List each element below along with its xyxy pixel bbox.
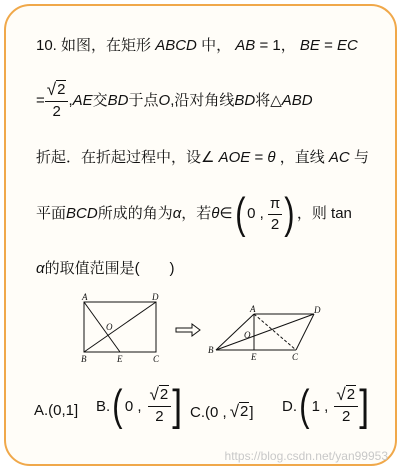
watermark: https://blog.csdn.net/yan99953 [224,449,388,463]
diagonal-bd [84,302,156,352]
option-d[interactable]: D. ( 1 , √ 2 2 ] [282,381,370,430]
segment-ae [84,302,120,352]
label-b: B [81,354,87,364]
label-o: O [106,322,113,332]
fraction-root2-over-2: √ 2 2 [45,80,69,122]
problem-line-1: 10. 如图，在矩形 ABCD 中， AB = 1， BE = EC [36,37,358,54]
option-c[interactable]: C.(0 , √ 2 ] [190,402,254,421]
label-c: C [292,352,299,362]
label-o: O [244,330,251,340]
label-a: A [250,304,256,314]
label-e: E [251,352,257,362]
label-b: B [208,345,214,355]
geometry-figure [76,292,336,364]
problem-line-5: α的取值范围是( ) [36,260,175,277]
label-d: D [152,292,159,302]
problem-line-4: 平面 BCD 所成的角为 α ，若 θ ∈ ( 0 , $\frac{\pi}{2}$ ) ，则 tan [36,189,352,238]
label-d: D [314,305,321,315]
option-b[interactable]: B. ( 0 , √ 2 2 ] [96,381,183,430]
fraction-pi-over-2: $\frac{\pi}{2}$ [269,194,281,233]
label-a: A [82,292,88,302]
left-paren: ( [234,189,245,238]
figure-left [81,292,160,364]
problem-line-3: 折起．在折起过程中，设∠ AOE = θ ，直线 AC 与 [36,149,369,166]
problem-line-2: = √ 2 2 , AE 交 BD 于点 O ,沿对角线 BD 将△ ABD [36,80,313,120]
arrow-icon [176,324,200,336]
option-a[interactable]: A.(0,1] [34,402,79,419]
right-paren: ) [284,189,295,238]
label-c: C [153,354,160,364]
figure-right [208,304,321,362]
label-e: E [117,354,123,364]
problem-number: 10. [36,37,57,54]
